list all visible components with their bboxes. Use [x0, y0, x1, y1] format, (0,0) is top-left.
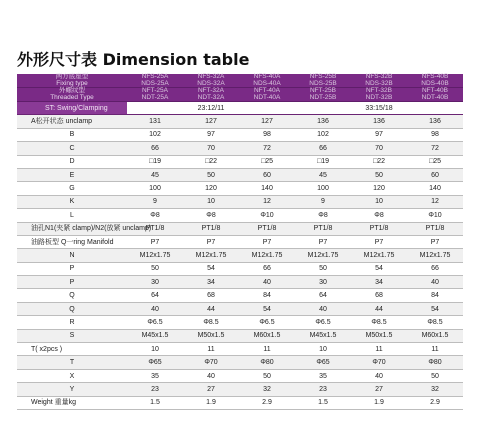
table-cell: 10 — [295, 343, 351, 356]
table-cell: 34 — [183, 276, 239, 289]
model-cell: NFT-40A NDT-40A — [239, 88, 295, 102]
model-cell: NFT-40B NDT-40B — [407, 88, 463, 102]
table-cell: Φ65 — [127, 356, 183, 369]
table-cell: 64 — [127, 289, 183, 302]
table-cell: 98 — [239, 128, 295, 141]
table-row — [17, 262, 463, 275]
table-cell: 11 — [407, 343, 463, 356]
table-cell: 127 — [183, 115, 239, 128]
table-cell: 10 — [183, 195, 239, 208]
table-cell: P7 — [239, 235, 295, 248]
table-cell: 30 — [127, 276, 183, 289]
table-cell: Φ70 — [351, 356, 407, 369]
row-label: T( x2pcs ) — [17, 343, 127, 356]
table-cell: 120 — [183, 182, 239, 195]
table-cell: 84 — [407, 289, 463, 302]
row-label: G — [17, 182, 127, 195]
table-cell: 50 — [183, 168, 239, 181]
table-row — [17, 316, 463, 329]
table-cell: 70 — [183, 142, 239, 155]
table-row — [17, 195, 463, 208]
row-label: D — [17, 155, 127, 168]
table-cell: □22 — [351, 155, 407, 168]
row-label: S — [17, 329, 127, 342]
table-cell: 66 — [407, 262, 463, 275]
table-cell: 1.5 — [127, 396, 183, 409]
table-cell: 27 — [183, 383, 239, 396]
table-cell: 50 — [407, 369, 463, 382]
table-row — [17, 155, 463, 168]
row-label: R — [17, 316, 127, 329]
table-cell: 66 — [239, 262, 295, 275]
table-cell: 44 — [183, 302, 239, 315]
table-cell: 40 — [239, 276, 295, 289]
table-cell: Φ6.5 — [295, 316, 351, 329]
row-label: Q — [17, 289, 127, 302]
table-row — [17, 142, 463, 155]
table-cell: 9 — [295, 195, 351, 208]
table-cell: 131 — [127, 115, 183, 128]
row-label: N — [17, 249, 127, 262]
table-cell: 12 — [407, 195, 463, 208]
table-cell: 127 — [239, 115, 295, 128]
table-cell: 32 — [407, 383, 463, 396]
table-cell: 35 — [295, 369, 351, 382]
table-row — [17, 182, 463, 195]
table-cell: 66 — [127, 142, 183, 155]
table-row — [17, 115, 463, 128]
table-row — [17, 128, 463, 141]
table-cell: PT1/8 — [351, 222, 407, 235]
table-cell: M12x1.75 — [127, 249, 183, 262]
table-cell: 97 — [183, 128, 239, 141]
stroke-value-b: 33:15/18 — [295, 102, 463, 115]
row-label: X — [17, 369, 127, 382]
row-label: B — [17, 128, 127, 141]
row-label: Q — [17, 302, 127, 315]
table-cell: M12x1.75 — [239, 249, 295, 262]
table-cell: 1.9 — [351, 396, 407, 409]
table-cell: 54 — [239, 302, 295, 315]
table-cell: M12x1.75 — [183, 249, 239, 262]
table-cell: Φ10 — [407, 209, 463, 222]
table-cell: 23 — [295, 383, 351, 396]
table-cell: 45 — [127, 168, 183, 181]
table-row — [17, 329, 463, 342]
table-cell: 10 — [351, 195, 407, 208]
table-cell: M12x1.75 — [407, 249, 463, 262]
table-cell: PT1/8 — [407, 222, 463, 235]
table-row — [17, 235, 463, 248]
table-cell: 98 — [407, 128, 463, 141]
model-cell: NFS-40B NDS-40B — [407, 74, 463, 88]
row-label: A松开状态 unclamp — [17, 115, 127, 128]
table-cell: □25 — [239, 155, 295, 168]
table-cell: 50 — [239, 369, 295, 382]
table-cell: Φ65 — [295, 356, 351, 369]
table-cell: 136 — [295, 115, 351, 128]
table-cell: M45x1.5 — [127, 329, 183, 342]
model-cell: NFT-25B NDT-25B — [295, 88, 351, 102]
table-row — [17, 168, 463, 181]
table-cell: P7 — [127, 235, 183, 248]
table-cell: 50 — [351, 168, 407, 181]
header-row — [17, 74, 463, 88]
table-cell: Φ8.5 — [351, 316, 407, 329]
table-row — [17, 396, 463, 409]
table-cell: 44 — [351, 302, 407, 315]
table-cell: 66 — [295, 142, 351, 155]
table-cell: 34 — [351, 276, 407, 289]
table-cell: 100 — [295, 182, 351, 195]
table-cell: 120 — [351, 182, 407, 195]
table-cell: 27 — [351, 383, 407, 396]
table-cell: 136 — [407, 115, 463, 128]
row-label: L — [17, 209, 127, 222]
table-cell: □22 — [183, 155, 239, 168]
header-label: 外螺纹型 Threaded Type — [17, 88, 127, 102]
table-cell: 40 — [183, 369, 239, 382]
table-cell: 30 — [295, 276, 351, 289]
table-cell: □19 — [295, 155, 351, 168]
table-cell: 140 — [239, 182, 295, 195]
table-cell: 70 — [351, 142, 407, 155]
table-cell: 54 — [183, 262, 239, 275]
row-label: T — [17, 356, 127, 369]
table-cell: 140 — [407, 182, 463, 195]
table-cell: 50 — [127, 262, 183, 275]
table-cell: 2.9 — [239, 396, 295, 409]
table-cell: Φ6.5 — [239, 316, 295, 329]
model-cell: NFT-25A NDT-25A — [127, 88, 183, 102]
table-cell: M50x1.5 — [351, 329, 407, 342]
table-cell: 23 — [127, 383, 183, 396]
row-label: 油路板型 Q一ring Manifold — [17, 235, 127, 248]
table-cell: 2.9 — [407, 396, 463, 409]
model-cell: NFS-25B NDS-25B — [295, 74, 351, 88]
table-cell: 102 — [127, 128, 183, 141]
table-cell: Φ80 — [239, 356, 295, 369]
table-row — [17, 383, 463, 396]
header-row — [17, 88, 463, 102]
row-label: Weight 重量kg — [17, 396, 127, 409]
table-cell: Φ8.5 — [407, 316, 463, 329]
table-cell: 102 — [295, 128, 351, 141]
table-cell: 40 — [351, 369, 407, 382]
table-row — [17, 289, 463, 302]
model-cell: NFT-32A NDT-32A — [183, 88, 239, 102]
table-cell: PT1/8 — [239, 222, 295, 235]
stroke-value-a: 23:12/11 — [127, 102, 295, 115]
model-cell: NFT-32B NDT-32B — [351, 88, 407, 102]
table-cell: 10 — [127, 343, 183, 356]
row-label: E — [17, 168, 127, 181]
table-cell: Φ8 — [351, 209, 407, 222]
table-cell: 1.5 — [295, 396, 351, 409]
table-cell: 45 — [295, 168, 351, 181]
table-row — [17, 209, 463, 222]
table-cell: 68 — [183, 289, 239, 302]
table-cell: 40 — [295, 302, 351, 315]
table-cell: Φ8 — [295, 209, 351, 222]
table-cell: 11 — [239, 343, 295, 356]
table-cell: PT1/8 — [183, 222, 239, 235]
table-row — [17, 222, 463, 235]
table-cell: P7 — [183, 235, 239, 248]
table-row — [17, 276, 463, 289]
page-title: 外形尺寸表 Dimension table — [17, 50, 250, 69]
table-cell: M12x1.75 — [351, 249, 407, 262]
header-label: 两方底座型 Fixing type — [17, 74, 127, 88]
model-cell: NFS-32B NDS-32B — [351, 74, 407, 88]
table-cell: 97 — [351, 128, 407, 141]
table-cell: 35 — [127, 369, 183, 382]
table-cell: 32 — [239, 383, 295, 396]
table-cell: P7 — [351, 235, 407, 248]
table-cell: Φ10 — [239, 209, 295, 222]
table-cell: 1.9 — [183, 396, 239, 409]
stroke-label: ST: Swing/Clamping — [17, 102, 127, 115]
table-cell: 72 — [239, 142, 295, 155]
table-cell: Φ80 — [407, 356, 463, 369]
table-cell: 64 — [295, 289, 351, 302]
table-cell: PT1/8 — [127, 222, 183, 235]
table-cell: Φ6.5 — [127, 316, 183, 329]
table-cell: M12x1.75 — [295, 249, 351, 262]
row-label: Y — [17, 383, 127, 396]
table-cell: 11 — [351, 343, 407, 356]
model-cell: NFS-40A NDS-40A — [239, 74, 295, 88]
table-cell: M50x1.5 — [183, 329, 239, 342]
dimension-table — [17, 74, 463, 410]
table-cell: Φ8 — [183, 209, 239, 222]
table-cell: P7 — [295, 235, 351, 248]
table-cell: 40 — [407, 276, 463, 289]
table-cell: 68 — [351, 289, 407, 302]
table-row — [17, 249, 463, 262]
table-cell: 11 — [183, 343, 239, 356]
table-cell: Φ8 — [127, 209, 183, 222]
table-cell: 12 — [239, 195, 295, 208]
table-cell: □25 — [407, 155, 463, 168]
table-cell: 60 — [407, 168, 463, 181]
table-row — [17, 302, 463, 315]
table-cell: M45x1.5 — [295, 329, 351, 342]
table-cell: M60x1.5 — [239, 329, 295, 342]
row-label: K — [17, 195, 127, 208]
table-row — [17, 343, 463, 356]
table-cell: 84 — [239, 289, 295, 302]
table-cell: 136 — [351, 115, 407, 128]
row-label: C — [17, 142, 127, 155]
table-cell: 54 — [407, 302, 463, 315]
model-cell: NFS-32A NDS-32A — [183, 74, 239, 88]
table-cell: 72 — [407, 142, 463, 155]
table-cell: 40 — [127, 302, 183, 315]
stroke-row — [17, 102, 463, 115]
table-cell: Φ8.5 — [183, 316, 239, 329]
table-cell: M60x1.5 — [407, 329, 463, 342]
table-cell: 9 — [127, 195, 183, 208]
table-cell: P7 — [407, 235, 463, 248]
table-row — [17, 369, 463, 382]
table-cell: 50 — [295, 262, 351, 275]
row-label: P — [17, 276, 127, 289]
table-cell: 54 — [351, 262, 407, 275]
table-cell: Φ70 — [183, 356, 239, 369]
row-label: 油孔N1(夹紧 clamp)/N2(放紧 unclamp) — [17, 222, 127, 235]
table-cell: 60 — [239, 168, 295, 181]
row-label: P — [17, 262, 127, 275]
table-row — [17, 356, 463, 369]
table-cell: PT1/8 — [295, 222, 351, 235]
table-cell: □19 — [127, 155, 183, 168]
model-cell: NFS-25A NDS-25A — [127, 74, 183, 88]
table-cell: 100 — [127, 182, 183, 195]
